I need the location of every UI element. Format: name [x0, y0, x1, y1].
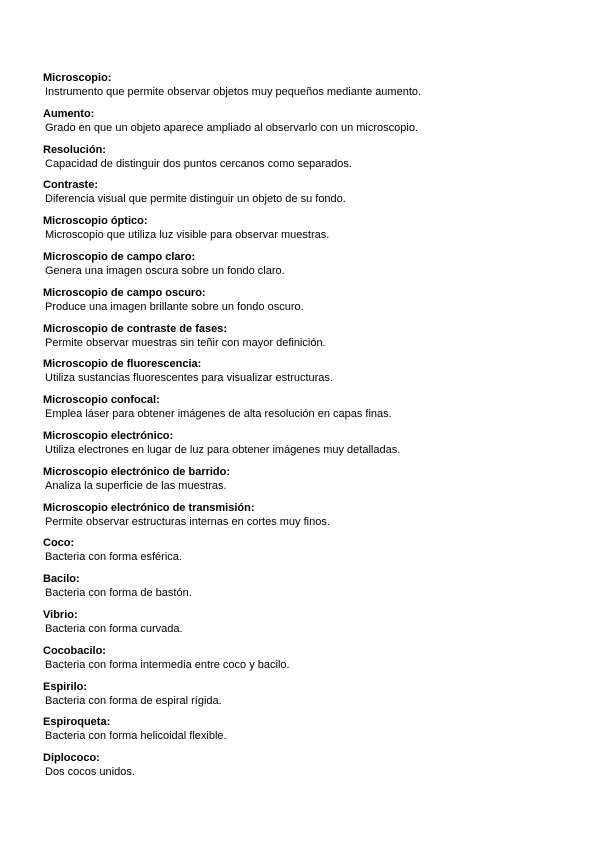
glossary-entry [43, 286, 563, 322]
glossary-term: Microscopio de contraste de fases: [43, 322, 227, 335]
glossary-definition: Dos cocos unidos. [45, 766, 135, 779]
glossary-definition: Genera una imagen oscura sobre un fondo claro. [45, 264, 285, 277]
glossary-entry [43, 501, 563, 537]
glossary-definition: Diferencia visual que permite distinguir un objeto de su fondo. [45, 193, 346, 206]
glossary-term: Microscopio electrónico de transmisión: [43, 501, 255, 514]
glossary-page [43, 71, 563, 787]
glossary-term: Vibrio: [43, 608, 78, 621]
glossary-definition: Permite observar estructuras internas en cortes muy finos. [45, 515, 330, 528]
glossary-term: Resolución: [43, 143, 106, 156]
glossary-definition: Instrumento que permite observar objetos muy pequeños mediante aumento. [45, 86, 422, 98]
glossary-definition: Microscopio que utiliza luz visible para observar muestras. [45, 229, 330, 242]
glossary-term: Microscopio electrónico de barrido: [43, 465, 231, 478]
glossary-definition: Bacteria con forma de espiral rígida. [45, 694, 222, 707]
glossary-entry [43, 107, 563, 143]
glossary-definition: Bacteria con forma esférica. [45, 551, 182, 564]
glossary-entry [43, 357, 563, 393]
glossary-term: Microscopio de campo claro: [43, 250, 196, 263]
glossary-term: Espiroqueta: [43, 716, 111, 729]
glossary-entry [43, 429, 563, 465]
glossary-definition: Bacteria con forma de bastón. [45, 587, 192, 600]
glossary-term: Contraste: [43, 179, 99, 192]
glossary-entry [43, 715, 563, 751]
glossary-entry [43, 465, 563, 501]
glossary-definition: Permite observar muestras sin teñir con mayor definición. [45, 336, 326, 349]
glossary-entry [43, 322, 563, 358]
glossary-term: Microscopio electrónico: [43, 429, 174, 442]
glossary-term: Bacilo: [43, 573, 80, 586]
glossary-definition: Utiliza sustancias fluorescentes para visualizar estructuras. [45, 372, 333, 385]
glossary-term: Microscopio confocal: [43, 394, 160, 407]
glossary-entry [43, 143, 563, 179]
glossary-entry [43, 71, 563, 107]
glossary-entry [43, 644, 563, 680]
glossary-definition: Bacteria con forma intermedia entre coco y bacilo. [45, 658, 290, 671]
glossary-term: Cocobacilo: [43, 644, 106, 657]
glossary-term: Espirilo: [43, 680, 88, 693]
glossary-definition: Analiza la superficie de las muestras. [45, 479, 227, 492]
glossary-term: Microscopio de campo oscuro: [43, 286, 206, 299]
glossary-definition: Emplea láser para obtener imágenes de alta resolución en capas finas. [45, 408, 392, 421]
glossary-term: Diplococo: [43, 752, 100, 765]
glossary-definition: Utiliza electrones en lugar de luz para obtener imágenes muy detalladas. [45, 443, 401, 456]
glossary-entry [43, 393, 563, 429]
glossary-entry [43, 608, 563, 644]
glossary-definition: Bacteria con forma curvada. [45, 622, 183, 635]
glossary-definition: Bacteria con forma helicoidal flexible. [45, 730, 227, 743]
glossary-term: Aumento: [43, 107, 95, 120]
glossary-entry [43, 680, 563, 716]
glossary-term: Microscopio óptico: [43, 215, 148, 228]
glossary-term: Microscopio: [43, 72, 112, 84]
glossary-entry [43, 572, 563, 608]
glossary-entry [43, 250, 563, 286]
glossary-entry [43, 178, 563, 214]
glossary-entry [43, 214, 563, 250]
glossary-definition: Grado en que un objeto aparece ampliado al observarlo con un microscopio. [45, 121, 419, 134]
glossary-entry [43, 536, 563, 572]
glossary-term: Coco: [43, 537, 75, 550]
glossary-entry [43, 751, 563, 787]
glossary-term: Microscopio de fluorescencia: [43, 358, 202, 371]
glossary-definition: Capacidad de distinguir dos puntos cercanos como separados. [45, 157, 352, 170]
glossary-definition: Produce una imagen brillante sobre un fondo oscuro. [45, 300, 304, 313]
